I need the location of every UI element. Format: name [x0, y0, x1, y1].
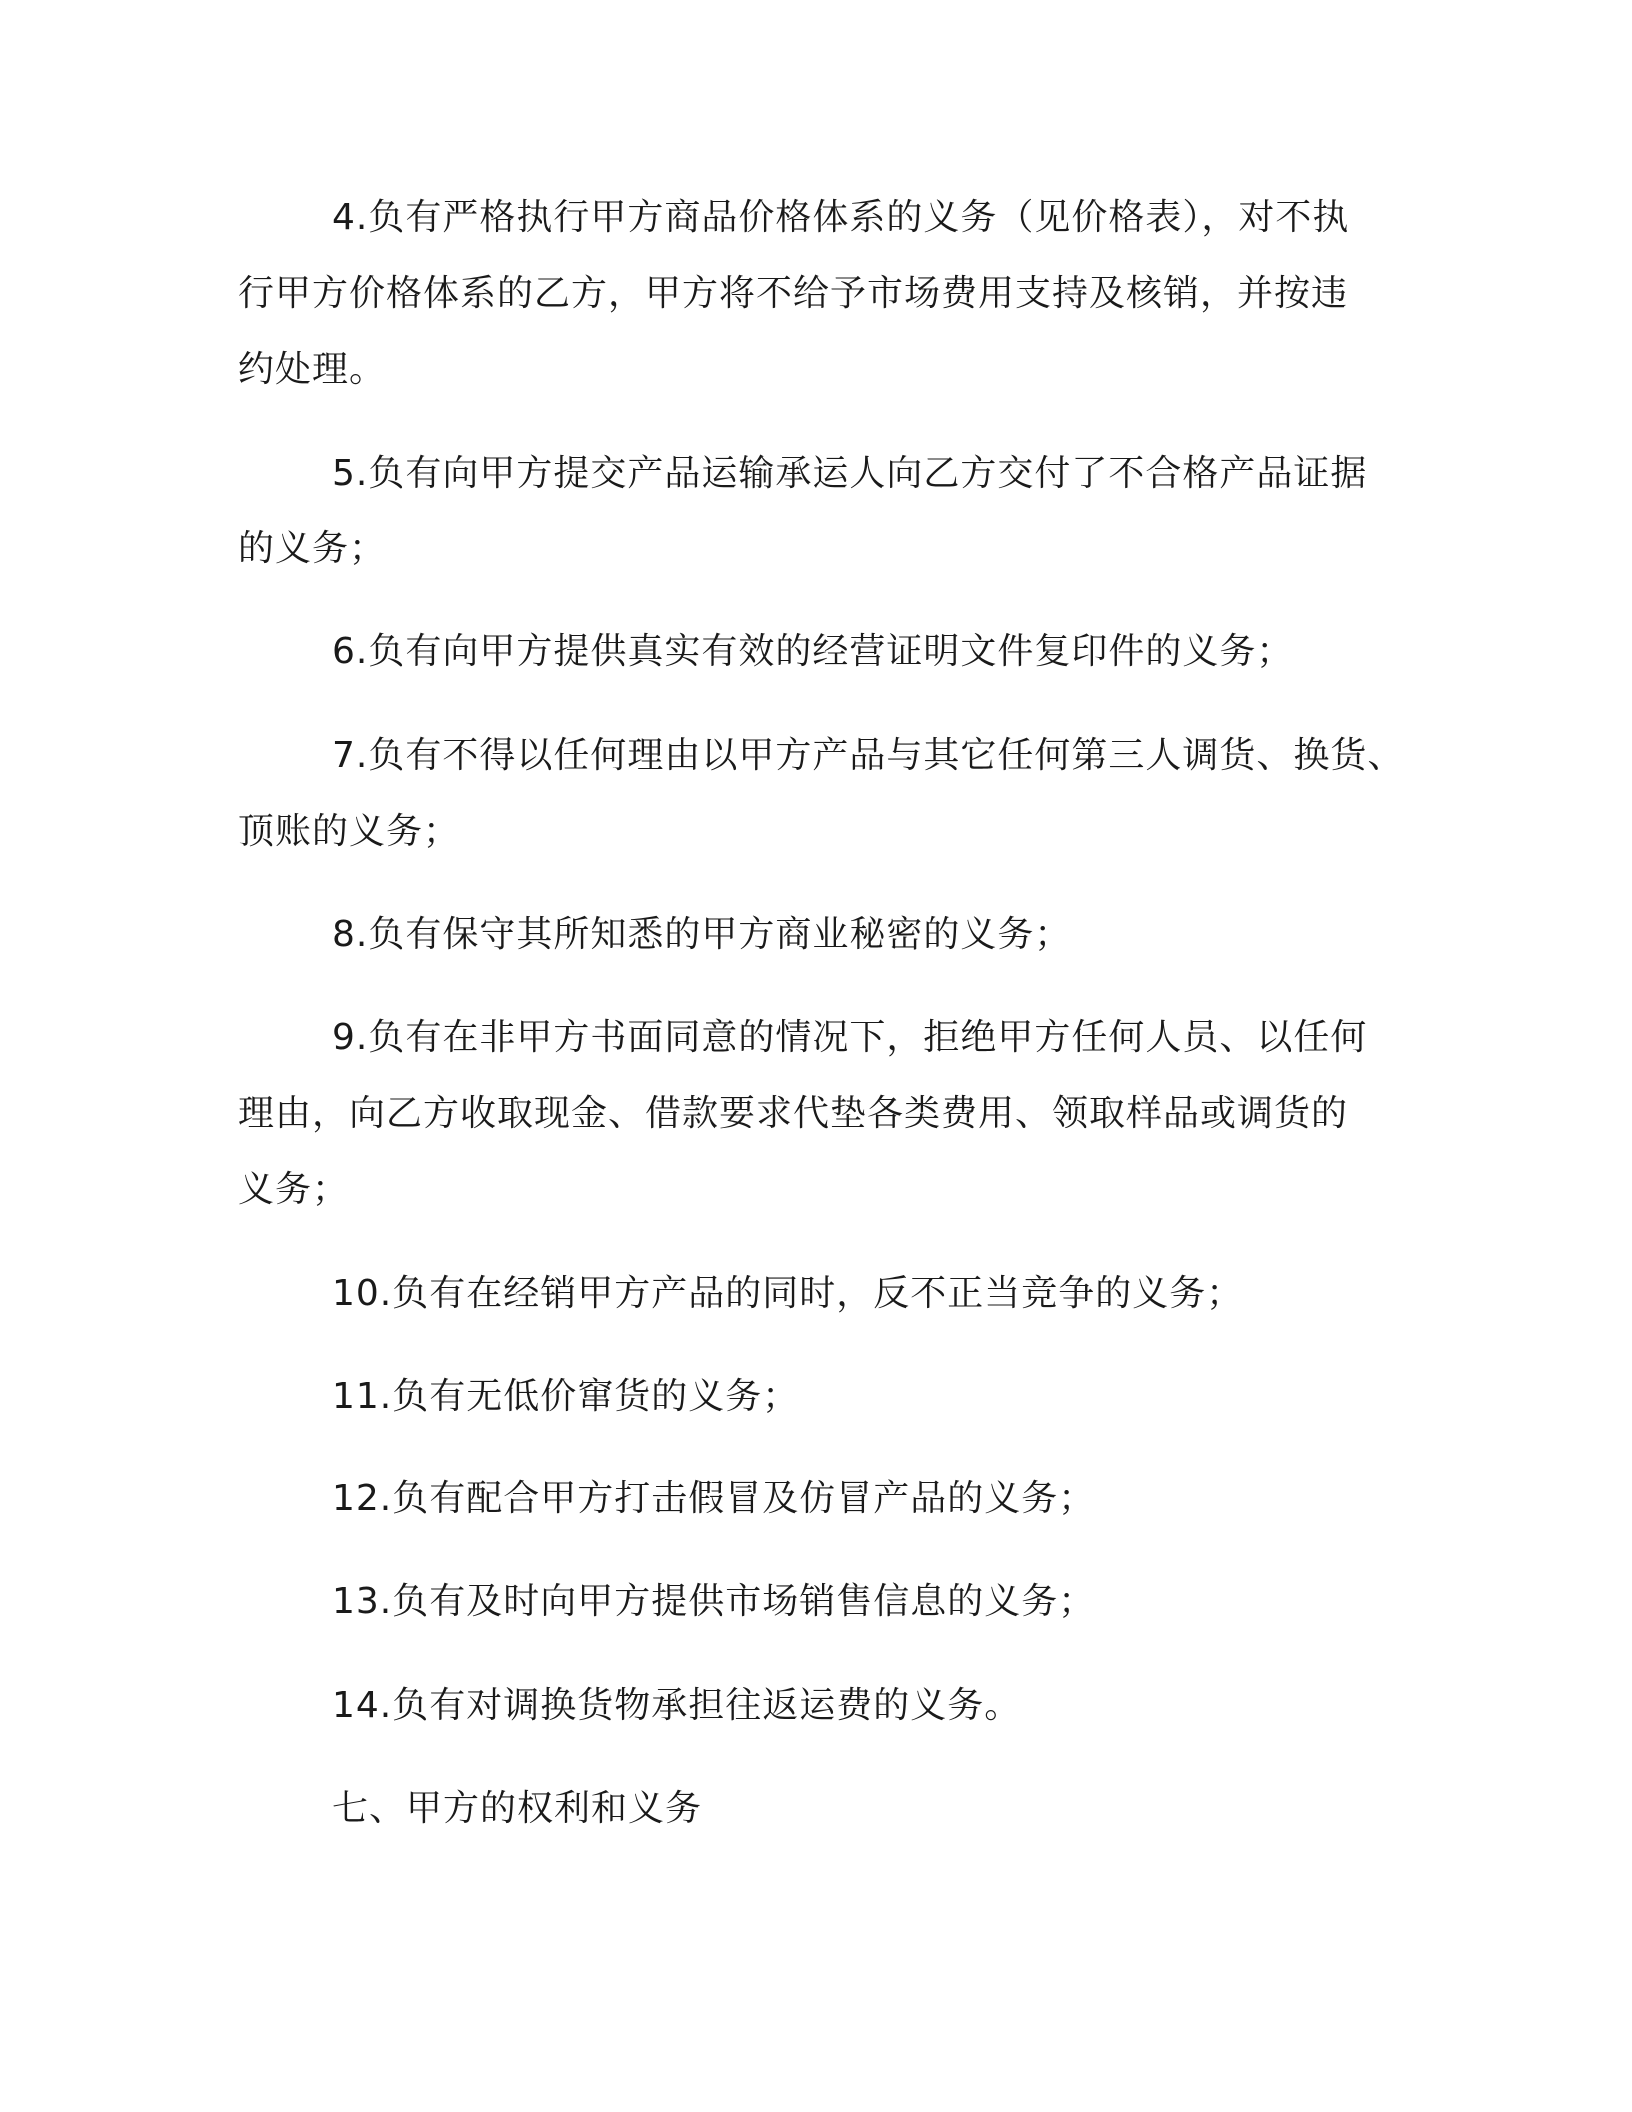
item-8-line-1: 8.负有保守其所知悉的甲方商业秘密的义务； — [332, 914, 1072, 955]
item-4-line-2: 行甲方价格体系的乙方，甲方将不给予市场费用支持及核销，并按违 — [238, 273, 1349, 314]
item-5-line-2: 的义务； — [238, 528, 387, 569]
item-10-line-1: 10.负有在经销甲方产品的同时，反不正当竞争的义务； — [332, 1273, 1244, 1314]
item-9-line-1: 9.负有在非甲方书面同意的情况下，拒绝甲方任何人员、以任何 — [332, 1017, 1368, 1058]
item-7-line-2: 顶账的义务； — [238, 811, 461, 852]
item-12-line-1: 12.负有配合甲方打击假冒及仿冒产品的义务； — [332, 1478, 1096, 1519]
item-4-line-1: 4.负有严格执行甲方商品价格体系的义务（见价格表），对不执 — [332, 197, 1350, 238]
section-heading: 七、甲方的权利和义务 — [332, 1788, 703, 1829]
item-14-line-1: 14.负有对调换货物承担往返运费的义务。 — [332, 1685, 1022, 1726]
item-11-line-1: 11.负有无低价窜货的义务； — [332, 1376, 800, 1417]
item-5-line-1: 5.负有向甲方提交产品运输承运人向乙方交付了不合格产品证据 — [332, 453, 1368, 494]
item-7-line-1: 7.负有不得以任何理由以甲方产品与其它任何第三人调货、换货、 — [332, 735, 1405, 776]
item-4-line-3: 约处理。 — [238, 349, 387, 390]
item-13-line-1: 13.负有及时向甲方提供市场销售信息的义务； — [332, 1581, 1096, 1622]
item-9-line-2: 理由，向乙方收取现金、借款要求代垫各类费用、领取样品或调货的 — [238, 1093, 1349, 1134]
item-9-line-3: 义务； — [238, 1169, 350, 1210]
item-6-line-1: 6.负有向甲方提供真实有效的经营证明文件复印件的义务； — [332, 631, 1294, 672]
